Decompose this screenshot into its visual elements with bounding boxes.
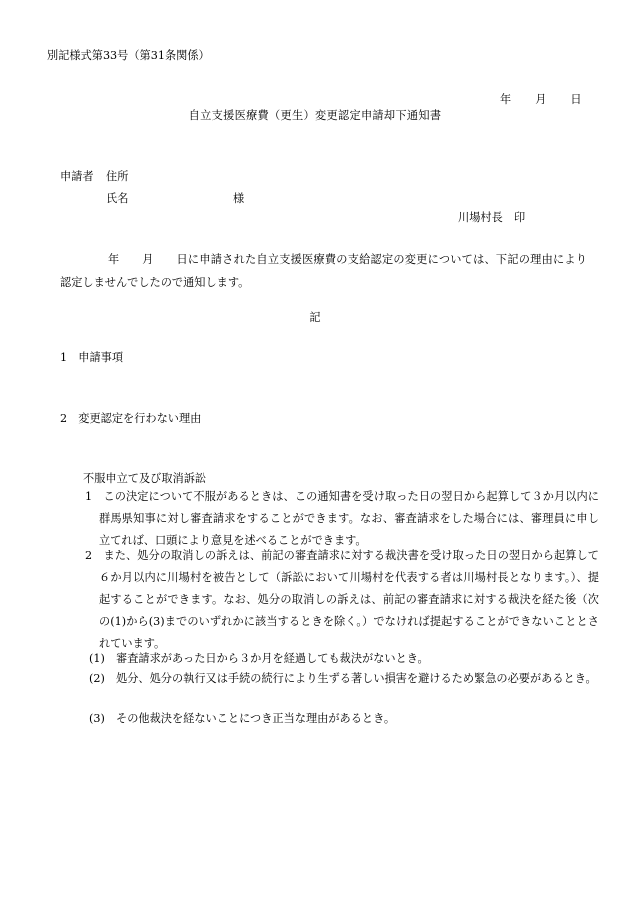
name-label: 氏名 xyxy=(106,192,129,205)
appeal-heading: 不服申立て及び取消訴訟 xyxy=(83,472,207,485)
form-reference: 別記様式第33号（第31条関係） xyxy=(47,49,210,62)
appeal-item-2: 2 また、処分の取消しの訴えは、前記の審査請求に対する裁決書を受け取った日の翌日から起算して６か月以内に川場村を被告として（訴訟において川場村を代表する者は川場村長となります。）、提起することができます。なお、処分の取消しの訴えは、前記の審査請求に対する裁決を経た後（次の(1)から(3)までのいずれかに該当するときを除く。）でなければ提起することができないこととされています。 xyxy=(85,549,599,650)
section-application-item: 1 申請事項 xyxy=(60,351,124,364)
document-title: 自立支援医療費（更生）変更認定申請却下通知書 xyxy=(188,109,442,122)
section-rejection-reason: 2 変更認定を行わない理由 xyxy=(60,412,202,425)
body-paragraph: 年 月 日に申請された自立支援医療費の支給認定の変更については、下記の理由により認定しませんでしたので通知します。 xyxy=(60,253,587,289)
date-month: 月 xyxy=(535,93,547,106)
appeal-subitem-3: (3) その他裁決を経ないことにつき正当な理由があるとき。 xyxy=(89,712,396,725)
appeal-subitem-1: (1) 審査請求があった日から３か月を経過しても裁決がないとき。 xyxy=(89,652,429,665)
date-line xyxy=(500,93,582,106)
date-day: 日 xyxy=(570,93,582,106)
honorific: 様 xyxy=(233,192,245,205)
ki-heading: 記 xyxy=(309,311,321,324)
applicant-label: 申請者 xyxy=(60,170,94,183)
appeal-subitem-2: (2) 処分、処分の執行又は手続の続行により生ずる著しい損害を避けるため緊急の必要があるとき。 xyxy=(89,672,597,685)
date-year: 年 xyxy=(500,93,512,106)
appeal-item-1: 1 この決定について不服があるときは、この通知書を受け取った日の翌日から起算して３か月以内に群馬県知事に対し審査請求をすることができます。なお、審査請求をした場合には、審理員に申し立てれば、口頭により意見を述べることができます。 xyxy=(85,490,599,547)
address-label: 住所 xyxy=(106,170,129,183)
issuer-seal: 川場村長 印 xyxy=(458,211,526,224)
